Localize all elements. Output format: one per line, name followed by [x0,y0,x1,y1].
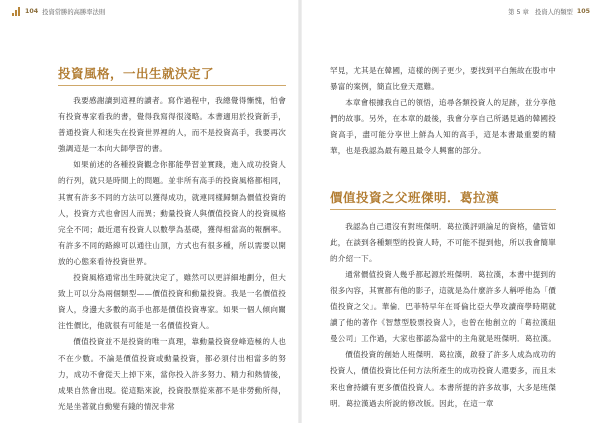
right-paragraph: 價值投資的創始人班傑明．葛拉漢，啟發了許多人成為成功的投資人，價值投資比任何方法所產生的成功投資人還要多，而且未來也會持續有更多價值投資人。本書所提的許多故事，大多是班傑明．葛拉漢過去所說的修改版。因此，在這一章 [330,350,557,408]
growth-bars-icon [12,7,21,16]
right-page-number: 105 [576,7,590,15]
left-paragraph: 投資風格通常出生時就決定了，雖然可以更詳細地劃分，但大致上可以分為兩個類型——價值投資和動量投資。我是一名價值投資人，身邊大多數的高手也都是價值投資專家。如果一個人傾向關注性價比，他就很有可能是一名價值投資人。 [58,273,286,331]
left-paragraph: 價值投資並不是投資的唯一真理，靠動量投資登峰造極的人也不在少數。不論是價值投資或動量投資，都必須付出相當多的努力，成功不會從天上掉下來，當你投入許多努力、精力和熱情後，成果自然會出現。從這點來說，投資股票從來都不是非勞動所得，光是坐著就自動變有錢的情況非常 [58,337,286,411]
book-gutter [298,0,302,423]
right-section-title: 價值投資之父班傑明．葛拉漢 [330,189,500,205]
right-paragraph: 通常價值投資人幾乎都起源於班傑明．葛拉漢，本書中提到的很多內容，其實都有他的影子，這就是為什麼許多人稱呼他為「價值投資之父」。華倫．巴菲特早年在哥倫比亞大學攻讀商學時期就讀了他的著作《智慧型股票投資人》，也曾在他創立的「葛拉漢紐曼公司」工作過，大家也都認為當中的主角就是班傑明．葛拉漢。 [330,269,557,344]
right-chapter-title: 第 5 章 投資人的類型 [508,8,573,16]
right-paragraph: 我認為自己還沒有對班傑明．葛拉漢評頭論足的資格，儘管如此，在談到各種類型的投資人時，不可能不提到他，所以我會簡單的介紹一下。 [330,221,557,263]
left-page [58,0,286,423]
left-paragraph: 我要感謝讀到這裡的讀者。寫作過程中，我總覺得慚愧，怕會有投資專家看我的書，覺得我寫得很淺略。本書適用於投資新手，普通投資人和迷失在投資世界裡的人，而不是投資高手，我要再次強調這是一本向大師學習的書。 [58,96,286,154]
right-paragraph: 罕見，尤其是在韓國，這樣的例子更少，要找到平白無故在股市中暴富的案例，簡直比登天還難。 [330,66,557,92]
right-paragraph: 本章會根據我自己的領悟，追尋各類投資人的足跡，並分享他們的故事。另外，在本章的最後，我會分享自己所遇見過的韓國投資高手，盡可能分享世上鮮為人知的高手，這是本書最重要的精華，也是我認為最有趣且最令人興奮的部分。 [330,98,557,156]
right-page [330,0,556,423]
left-paragraph: 如果前述的各種投資觀念你都能學習並實踐，進入成功投資人的行列，就只是時間上的問題。並非所有高手的投資風格都相同，其實有許多不同的方法可以獲得成功，就連同樣歸類為價值投資的人，投資方式也會因人而異；動量投資人與價值投資人的投資風格完全不同；最近還有投資人以數學為基礎，獲得相當高的報酬率。有許多不同的路線可以通往山頂，方式也有很多種，所以需要以開放的心態來看待投資世界。 [58,160,286,266]
left-section-title: 投資風格，一出生就決定了 [58,66,215,81]
left-page-number: 104 [25,7,39,15]
left-book-title: 投資常勝的高勝率法則 [42,8,106,16]
